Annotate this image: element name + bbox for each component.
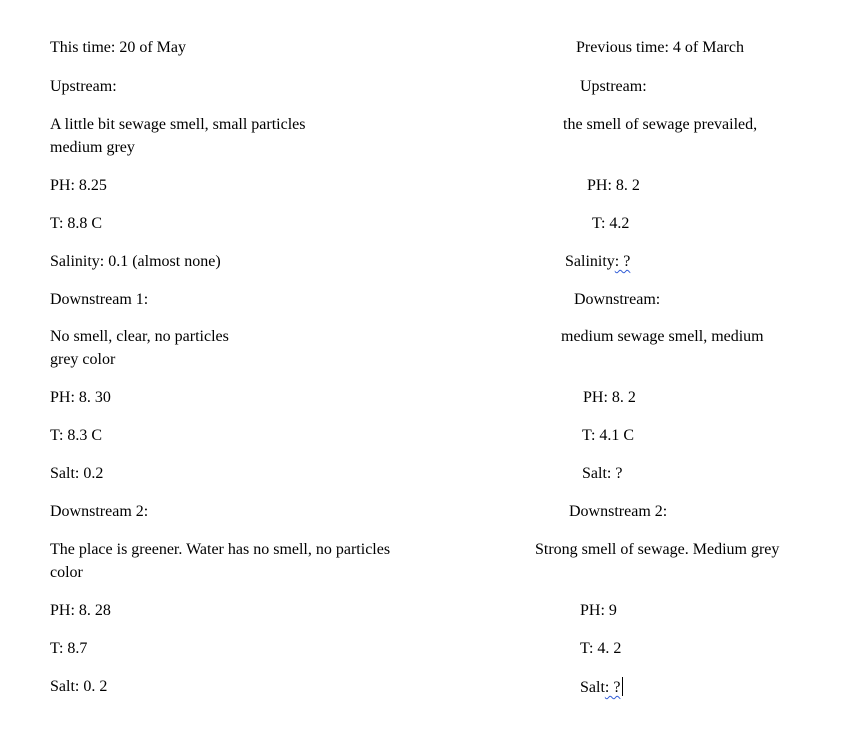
left-downstream1-ph: PH: 8. 30 — [50, 389, 111, 406]
right-upstream-salinity — [565, 252, 630, 272]
right-upstream-desc: the smell of sewage prevailed, — [563, 116, 758, 133]
left-downstream2-desc-line1: The place is greener. Water has no smell, no particles — [50, 541, 391, 558]
left-downstream2-ph: PH: 8. 28 — [50, 602, 111, 619]
left-downstream1-desc-line2: grey color — [50, 351, 116, 368]
right-upstream-ph: PH: 8. 2 — [587, 177, 640, 194]
left-downstream1-desc-line1: No smell, clear, no particles — [50, 328, 229, 345]
left-downstream2-title: Downstream 2: — [50, 503, 149, 520]
right-downstream2-desc: Strong smell of sewage. Medium grey — [535, 541, 780, 558]
right-upstream-temp: T: 4.2 — [592, 215, 630, 232]
left-upstream-desc-line2: medium grey — [50, 139, 135, 156]
right-downstream1-title: Downstream: — [574, 291, 661, 308]
left-downstream1-temp: T: 8.3 C — [50, 427, 103, 444]
left-upstream-title: Upstream: — [50, 78, 117, 95]
right-downstream2-ph: PH: 9 — [580, 602, 617, 619]
right-downstream1-desc: medium sewage smell, medium — [561, 328, 764, 345]
left-upstream-desc-line1: A little bit sewage smell, small particles — [50, 116, 306, 133]
left-downstream1-title: Downstream 1: — [50, 291, 149, 308]
right-downstream2-temp: T: 4. 2 — [580, 640, 622, 657]
left-downstream1-salt: Salt: 0.2 — [50, 465, 104, 482]
left-downstream2-desc-line2: color — [50, 564, 83, 581]
right-downstream2-salt — [580, 677, 623, 698]
right-upstream-salinity-label: Salinity — [565, 253, 615, 270]
left-downstream2-salt: Salt: 0. 2 — [50, 678, 108, 695]
right-header: Previous time: 4 of March — [576, 39, 744, 56]
right-downstream1-salt: Salt: ? — [582, 465, 623, 482]
left-upstream-ph: PH: 8.25 — [50, 177, 107, 194]
spellcheck-underline: : ? — [604, 679, 621, 696]
left-upstream-temp: T: 8.8 C — [50, 215, 103, 232]
right-upstream-title: Upstream: — [580, 78, 647, 95]
spellcheck-underline: : ? — [614, 253, 631, 270]
left-downstream2-temp: T: 8.7 — [50, 640, 88, 657]
left-upstream-salinity: Salinity: 0.1 (almost none) — [50, 253, 221, 270]
right-downstream1-ph: PH: 8. 2 — [583, 389, 636, 406]
right-downstream2-title: Downstream 2: — [569, 503, 668, 520]
text-cursor — [622, 677, 623, 696]
right-downstream2-salt-label: Salt — [580, 679, 605, 696]
right-downstream1-temp: T: 4.1 C — [582, 427, 635, 444]
left-header: This time: 20 of May — [50, 39, 186, 56]
